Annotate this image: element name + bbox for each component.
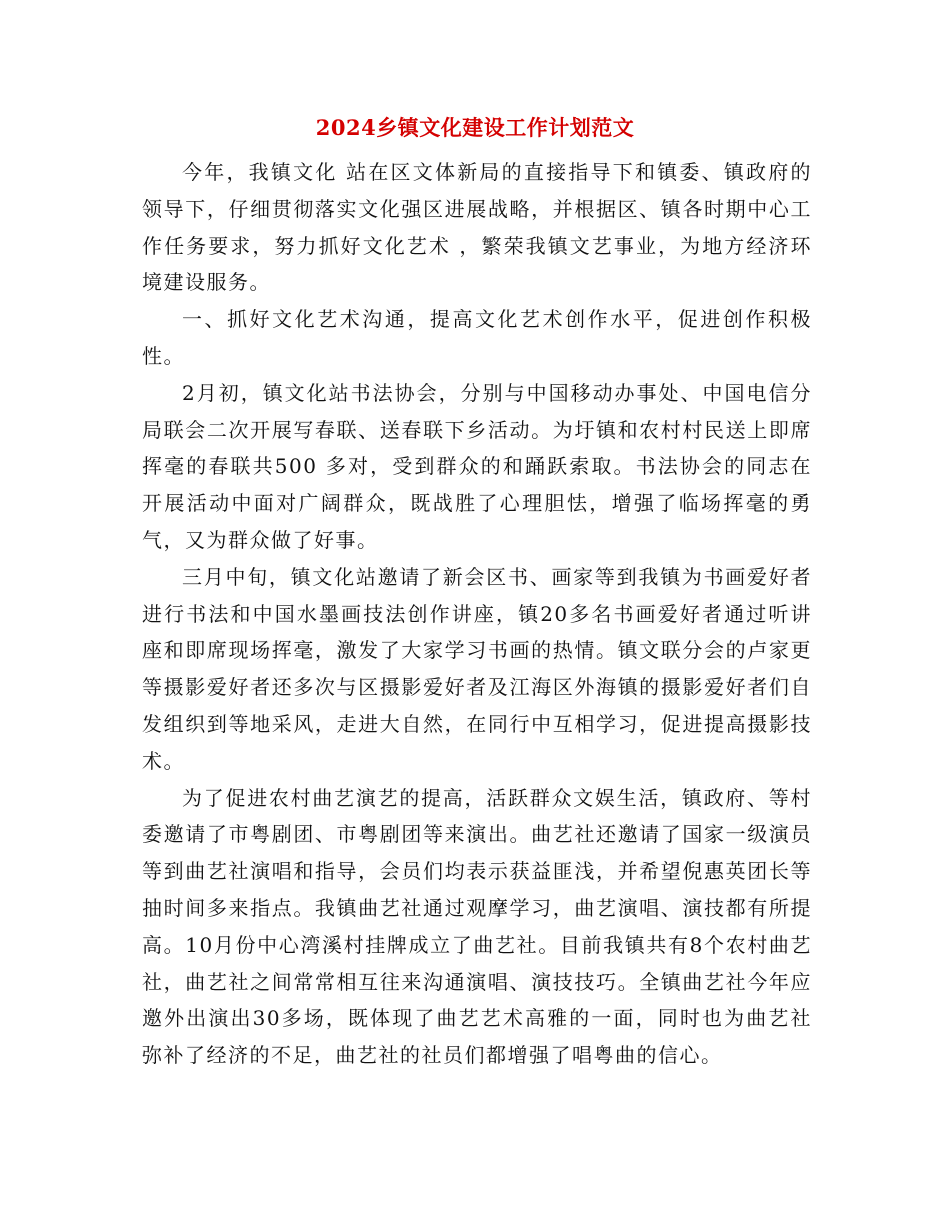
paragraph-section-heading: 一、抓好文化艺术沟通，提高文化艺术创作水平，促进创作积极性。	[142, 307, 812, 368]
paragraph-february: 2月初，镇文化站书法协会，分别与中国移动办事处、中国电信分局联会二次开展写春联、送春联下乡活动。为圩镇和农村村民送上即席挥毫的春联共500 多对，受到群众的和踊跃索取。书法协会的同志在开展活动中面对广阔群众，既战胜了心理胆怯，增强了临场挥毫的勇气，又为群众做了好事。	[142, 380, 812, 552]
paragraph-opera: 为了促进农村曲艺演艺的提高，活跃群众文娱生活，镇政府、等村委邀请了市粤剧团、市粤剧团等来演出。曲艺社还邀请了国家一级演员等到曲艺社演唱和指导，会员们均表示获益匪浅，并希望倪惠英团长等抽时间多来指点。我镇曲艺社通过观摩学习，曲艺演唱、演技都有所提高。10月份中心湾溪村挂牌成立了曲艺社。目前我镇共有8个农村曲艺社，曲艺社之间常常相互往来沟通演唱、演技技巧。全镇曲艺社今年应邀外出演出30多场，既体现了曲艺艺术高雅的一面，同时也为曲艺社弥补了经济的不足，曲艺社的社员们都增强了唱粤曲的信心。	[142, 785, 812, 1068]
paragraph-march: 三月中旬，镇文化站邀请了新会区书、画家等到我镇为书画爱好者进行书法和中国水墨画技法创作讲座，镇20多名书画爱好者通过听讲座和即席现场挥毫，激发了大家学习书画的热情。镇文联分会的卢家更等摄影爱好者还多次与区摄影爱好者及江海区外海镇的摄影爱好者们自发组织到等地采风，走进大自然，在同行中互相学习，促进提高摄影技术。	[142, 564, 812, 773]
document-body	[142, 154, 812, 1074]
paragraph-intro: 今年，我镇文化 站在区文体新局的直接指导下和镇委、镇政府的领导下，仔细贯彻落实文化强区进展战略，并根据区、镇各时期中心工作任务要求，努力抓好文化艺术 ，繁荣我镇文艺事业，为地方经济环境建设服务。	[142, 160, 812, 295]
document-title: 2024乡镇文化建设工作计划范文	[315, 115, 635, 140]
